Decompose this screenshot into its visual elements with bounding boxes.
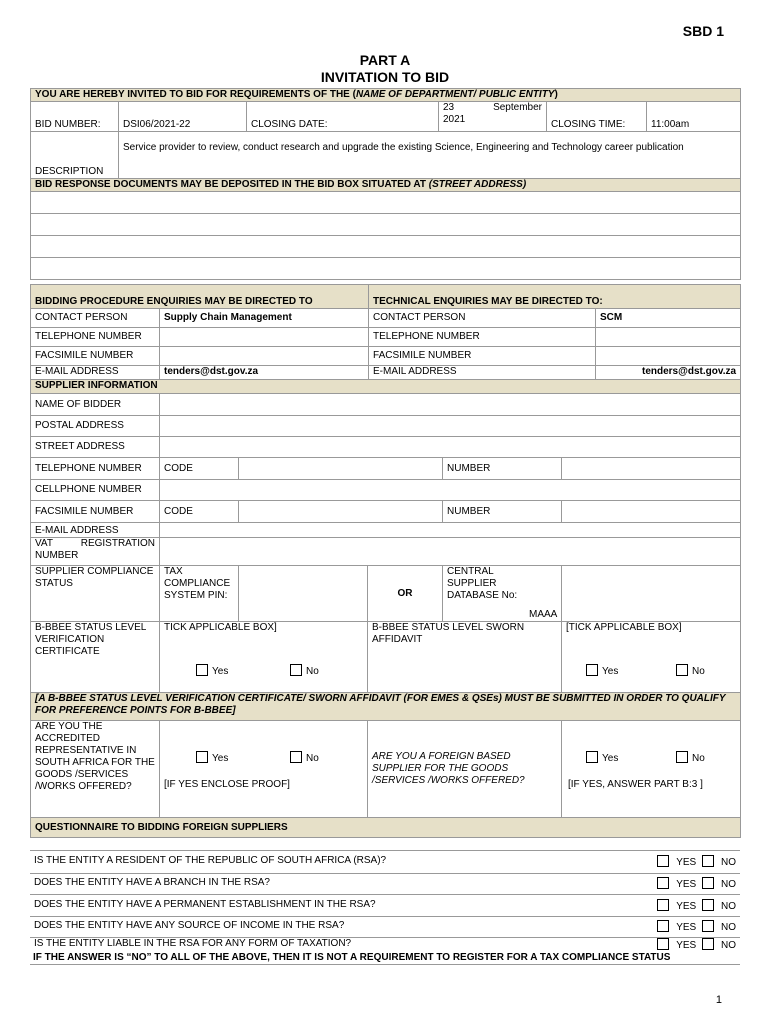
no-checkbox[interactable]: [676, 664, 688, 676]
bbbee-affidavit-no-option[interactable]: No: [676, 664, 705, 678]
technical-contact-value[interactable]: SCM: [596, 309, 741, 328]
bbbee-affidavit-yes-option[interactable]: Yes: [586, 664, 618, 678]
facsimile-number-label: NUMBER: [443, 501, 562, 523]
csd-label: CENTRAL SUPPLIER DATABASE No:: [447, 566, 518, 601]
no-label: NO: [721, 922, 736, 933]
yes-checkbox[interactable]: [196, 664, 208, 676]
page-title: INVITATION TO BID: [320, 69, 450, 85]
accredited-no-option[interactable]: No: [290, 751, 319, 765]
foreign-no-option[interactable]: No: [676, 751, 705, 765]
bidding-enquiries-heading: BIDDING PROCEDURE ENQUIRIES MAY BE DIRECTED TO: [31, 285, 369, 309]
email-label: E-MAIL ADDRESS: [31, 366, 160, 380]
bidding-email-value[interactable]: tenders@dst.gov.za: [160, 366, 369, 380]
contact-person-label: CONTACT PERSON: [31, 309, 160, 328]
closing-time-label: CLOSING TIME:: [547, 102, 647, 132]
technical-enquiries-heading: TECHNICAL ENQUIRIES MAY BE DIRECTED TO:: [369, 285, 741, 309]
bbbee-affidavit-options: [562, 622, 741, 693]
bidding-telephone-value[interactable]: [160, 328, 369, 347]
bidder-name-field[interactable]: [160, 394, 741, 416]
csd-cell: [443, 566, 562, 622]
question-row: [30, 874, 740, 895]
csd-number-field[interactable]: [562, 566, 741, 622]
no-label: NO: [721, 857, 736, 868]
yes-checkbox[interactable]: [657, 920, 669, 932]
questionnaire-table: [30, 850, 740, 965]
facsimile-label: FACSIMILE NUMBER: [369, 347, 596, 366]
bbbee-cert-no-option[interactable]: No: [290, 664, 319, 678]
supplier-info-heading: SUPPLIER INFORMATION: [31, 380, 741, 394]
no-checkbox[interactable]: [702, 877, 714, 889]
deposit-address-line[interactable]: [31, 236, 741, 258]
facsimile-code-label: CODE: [160, 501, 239, 523]
cellphone-label: CELLPHONE NUMBER: [31, 480, 160, 501]
street-address-label: STREET ADDRESS: [31, 437, 160, 458]
description-value[interactable]: Service provider to review, conduct research and upgrade the existing Science, Engineering and Technology career publication: [119, 132, 741, 179]
facsimile-number-field[interactable]: [562, 501, 741, 523]
bidding-facsimile-value[interactable]: [160, 347, 369, 366]
closing-time-value[interactable]: 11:00am: [647, 102, 741, 132]
vat-field[interactable]: [160, 538, 741, 566]
accredited-representative-label: ARE YOU THE ACCREDITED REPRESENTATIVE IN SOUTH AFRICA FOR THE GOODS /SERVICES /WORKS OFFERED?: [31, 721, 160, 818]
tax-pin-field[interactable]: [239, 566, 368, 622]
postal-address-field[interactable]: [160, 416, 741, 437]
questionnaire-footer: IF THE ANSWER IS “NO” TO ALL OF THE ABOVE, THEN IT IS NOT A REQUIREMENT TO REGISTER FOR A TAX COMPLIANCE STATUS: [30, 952, 740, 965]
accredited-yes-option[interactable]: Yes: [196, 751, 228, 765]
no-label: NO: [721, 940, 736, 951]
bbbee-certificate-options: [160, 622, 368, 693]
telephone-label: TELEPHONE NUMBER: [31, 328, 160, 347]
bbbee-note: [A B-BBEE STATUS LEVEL VERIFICATION CERTIFICATE/ SWORN AFFIDAVIT (FOR EMES & QSEs) MUST BE SUBMITTED IN ORDER TO QUALIFY FOR PREFERENCE POINTS FOR B-BBEE]: [31, 693, 741, 721]
no-checkbox[interactable]: [290, 664, 302, 676]
yes-checkbox[interactable]: [657, 855, 669, 867]
facsimile-code-field[interactable]: [239, 501, 443, 523]
no-checkbox[interactable]: [702, 920, 714, 932]
accredited-options: [160, 721, 368, 818]
bbbee-affidavit-label: B-BBEE STATUS LEVEL SWORN AFFIDAVIT: [368, 622, 562, 693]
telephone-label: TELEPHONE NUMBER: [369, 328, 596, 347]
yes-checkbox[interactable]: [657, 938, 669, 950]
description-label: DESCRIPTION: [31, 132, 119, 179]
deposit-address-line[interactable]: [31, 214, 741, 236]
yes-checkbox[interactable]: [586, 664, 598, 676]
question-text: IS THE ENTITY LIABLE IN THE RSA FOR ANY FORM OF TAXATION?: [34, 938, 352, 949]
no-label: NO: [721, 879, 736, 890]
telephone-code-field[interactable]: [239, 458, 443, 480]
bid-number-label: BID NUMBER:: [31, 102, 119, 132]
contact-person-label: CONTACT PERSON: [369, 309, 596, 328]
question-text: DOES THE ENTITY HAVE ANY SOURCE OF INCOME IN THE RSA?: [34, 920, 345, 931]
yes-label: YES: [676, 940, 697, 951]
yes-checkbox[interactable]: [657, 899, 669, 911]
form-code: SBD 1: [682, 23, 724, 39]
foreign-supplier-options: [562, 721, 741, 818]
closing-date-value[interactable]: [439, 102, 547, 132]
answer-part-note: [IF YES, ANSWER PART B:3 ]: [568, 779, 703, 790]
street-address-field[interactable]: [160, 437, 741, 458]
question-row: [30, 851, 740, 874]
bbbee-certificate-label: B-BBEE STATUS LEVEL VERIFICATION CERTIFICATE: [31, 622, 160, 693]
bbbee-cert-yes-option[interactable]: Yes: [196, 664, 228, 678]
supplier-info-table: [30, 379, 741, 838]
telephone-number-field[interactable]: [562, 458, 741, 480]
no-checkbox[interactable]: [702, 855, 714, 867]
supplier-facsimile-label: FACSIMILE NUMBER: [31, 501, 160, 523]
yes-label: YES: [676, 857, 697, 868]
question-row: [30, 938, 740, 953]
compliance-status-label: SUPPLIER COMPLIANCE STATUS: [31, 566, 160, 622]
questionnaire-heading: QUESTIONNAIRE TO BIDDING FOREIGN SUPPLIERS: [31, 818, 741, 838]
maaa-prefix: MAAA: [529, 609, 558, 620]
technical-telephone-value[interactable]: [596, 328, 741, 347]
cellphone-field[interactable]: [160, 480, 741, 501]
deposit-address-line[interactable]: [31, 192, 741, 214]
vat-label: VAT REGISTRATION NUMBER: [31, 538, 160, 566]
question-text: IS THE ENTITY A RESIDENT OF THE REPUBLIC OF SOUTH AFRICA (RSA)?: [34, 855, 387, 866]
closing-date-label: CLOSING DATE:: [247, 102, 439, 132]
invite-heading: YOU ARE HEREBY INVITED TO BID FOR REQUIREMENTS OF THE (NAME OF DEPARTMENT/ PUBLIC ENTITY): [31, 89, 741, 102]
enquiries-table: [30, 284, 741, 380]
enclose-proof-note: [IF YES ENCLOSE PROOF]: [164, 779, 290, 790]
yes-label: YES: [676, 879, 697, 890]
yes-checkbox[interactable]: [196, 751, 208, 763]
question-row: [30, 917, 740, 938]
no-checkbox[interactable]: [702, 938, 714, 950]
facsimile-label: FACSIMILE NUMBER: [31, 347, 160, 366]
part-title: PART A: [359, 52, 411, 68]
closing-date-line2: 2021: [443, 114, 466, 125]
tick-applicable-label: TICK APPLICABLE BOX]: [164, 622, 277, 633]
yes-checkbox[interactable]: [586, 751, 598, 763]
email-label: E-MAIL ADDRESS: [369, 366, 596, 380]
yes-label: YES: [676, 922, 697, 933]
closing-date-line1: 23 September: [443, 102, 542, 113]
no-checkbox[interactable]: [702, 899, 714, 911]
foreign-yes-option[interactable]: Yes: [586, 751, 618, 765]
question-text: DOES THE ENTITY HAVE A PERMANENT ESTABLISHMENT IN THE RSA?: [34, 898, 376, 910]
deposit-address-line[interactable]: [31, 258, 741, 280]
question-row: [30, 895, 740, 917]
question-text: DOES THE ENTITY HAVE A BRANCH IN THE RSA?: [34, 877, 270, 888]
or-label: OR: [368, 566, 443, 622]
bidder-name-label: NAME OF BIDDER: [31, 394, 160, 416]
page-number: 1: [715, 994, 722, 1006]
postal-address-label: POSTAL ADDRESS: [31, 416, 160, 437]
telephone-number-label: NUMBER: [443, 458, 562, 480]
supplier-email-label: E-MAIL ADDRESS: [31, 523, 160, 538]
technical-facsimile-value[interactable]: [596, 347, 741, 366]
bid-invitation-table: [30, 88, 741, 280]
no-label: NO: [721, 900, 736, 912]
yes-label: YES: [676, 900, 697, 912]
no-checkbox[interactable]: [290, 751, 302, 763]
bidding-contact-value[interactable]: Supply Chain Management: [160, 309, 369, 328]
telephone-code-label: CODE: [160, 458, 239, 480]
tick-applicable-label: [TICK APPLICABLE BOX]: [566, 622, 682, 633]
bid-number-value[interactable]: DSI06/2021-22: [119, 102, 247, 132]
foreign-supplier-label: ARE YOU A FOREIGN BASED SUPPLIER FOR THE GOODS /SERVICES /WORKS OFFERED?: [368, 721, 562, 818]
yes-checkbox[interactable]: [657, 877, 669, 889]
supplier-telephone-label: TELEPHONE NUMBER: [31, 458, 160, 480]
supplier-email-field[interactable]: [160, 523, 741, 538]
no-checkbox[interactable]: [676, 751, 688, 763]
technical-email-value[interactable]: tenders@dst.gov.za: [596, 366, 741, 380]
tax-pin-label: TAX COMPLIANCE SYSTEM PIN:: [160, 566, 239, 622]
deposit-heading: BID RESPONSE DOCUMENTS MAY BE DEPOSITED IN THE BID BOX SITUATED AT (STREET ADDRESS): [31, 179, 741, 192]
